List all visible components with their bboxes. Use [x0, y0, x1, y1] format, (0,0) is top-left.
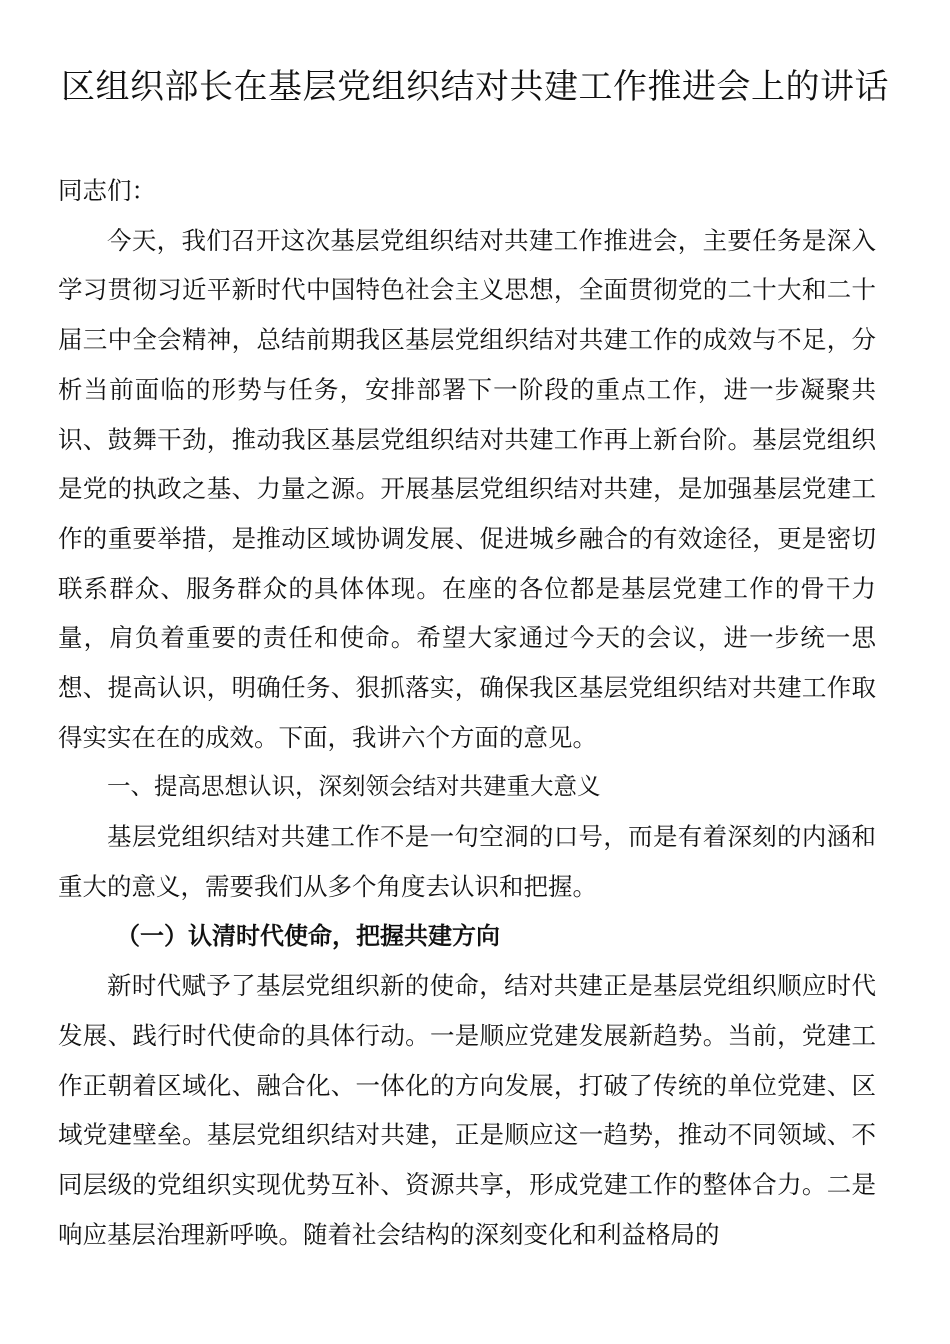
subsection-paragraph: 新时代赋予了基层党组织新的使命，结对共建正是基层党组织顺应时代发展、践行时代使命的具体行动。一是顺应党建发展新趋势。当前，党建工作正朝着区域化、融合化、一体化的方向发展，打破了传统的单位党建、区域党建壁垒。基层党组织结对共建，正是顺应这一趋势，推动不同领域、不同层级的党组织实现优势互补、资源共享，形成党建工作的整体合力。二是响应基层治理新呼唤。随着社会结构的深刻变化和利益格局的	[58, 971, 876, 1249]
intro-paragraph: 今天，我们召开这次基层党组织结对共建工作推进会，主要任务是深入学习贯彻习近平新时代中国特色社会主义思想，全面贯彻党的二十大和二十届三中全会精神，总结前期我区基层党组织结对共建工作的成效与不足，分析当前面临的形势与任务，安排部署下一阶段的重点工作，进一步凝聚共识、鼓舞干劲，推动我区基层党组织结对共建工作再上新台阶。基层党组织是党的执政之基、力量之源。开展基层党组织结对共建，是加强基层党建工作的重要举措，是推动区域协调发展、促进城乡融合的有效途径，更是密切联系群众、服务群众的具体体现。在座的各位都是基层党建工作的骨干力量，肩负着重要的责任和使命。希望大家通过今天的会议，进一步统一思想、提高认识，明确任务、狠抓落实，确保我区基层党组织结对共建工作取得实实在在的成效。下面，我讲六个方面的意见。	[58, 225, 876, 752]
section-intro-paragraph: 基层党组织结对共建工作不是一句空洞的口号，而是有着深刻的内涵和重大的意义，需要我们从多个角度去认识和把握。	[58, 822, 876, 901]
section-heading: 一、提高思想认识，深刻领会结对共建重大意义	[107, 772, 601, 801]
salutation: 同志们：	[58, 176, 156, 205]
document-body	[58, 166, 876, 1259]
subsection-heading: （一）认清时代使命，把握共建方向	[116, 921, 500, 950]
document-title: 区组织部长在基层党组织结对共建工作推进会上的讲话	[61, 67, 889, 107]
